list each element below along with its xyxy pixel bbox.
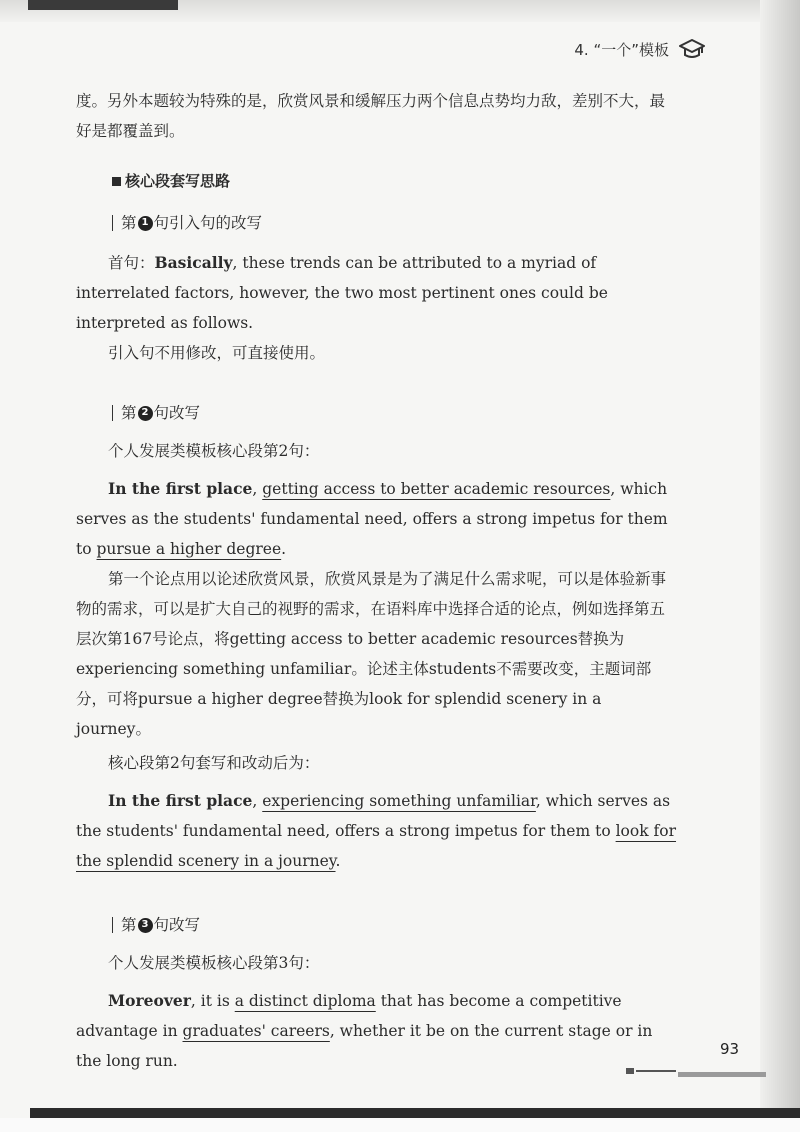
page-number: 93 <box>720 1040 740 1058</box>
circled-number-icon: 3 <box>138 918 153 933</box>
bar-marker-icon <box>112 405 113 421</box>
result-label-2: 核心段第2句套写和改动后为： <box>108 754 320 772</box>
graduation-cap-icon <box>679 38 705 60</box>
chapter-title: 4. “一个”模板 <box>574 40 669 59</box>
result-sentence-2: In the first place, experiencing something unfamiliar, which serves as the students' fundamental need, offers a strong impetus for them to look for the splendid scenery in a journey. <box>76 791 677 870</box>
bar-marker-icon <box>112 917 113 933</box>
scan-margin-bottom <box>0 1118 800 1132</box>
scan-edge-bottom <box>30 1108 800 1118</box>
subheading-sentence-1: 第 1 句引入句的改写 <box>76 208 676 238</box>
bar-marker-icon <box>112 215 113 231</box>
intro-paragraph: 度。另外本题较为特殊的是，欣赏风景和缓解压力两个信息点势均力敌，差别不大，最好是都覆盖到。 <box>76 92 666 140</box>
explanation-paragraph: 第一个论点用以论述欣赏风景，欣赏风景是为了满足什么需求呢，可以是体验新事物的需求，可以是扩大自己的视野的需求，在语料库中选择合适的论点，例如选择第五层次第167号论点，将getting access to better academic resources替换为experiencing something unfamiliar。论述主体students不需要改变，主题词部分，可将pursue a higher degree替换为look for splendid scenery in a journey。 <box>76 570 667 738</box>
page-content <box>76 86 676 1076</box>
template-label-3: 个人发展类模板核心段第3句： <box>108 954 320 972</box>
circled-number-icon: 2 <box>138 406 153 421</box>
section-title: 核心段套写思路 <box>76 166 676 196</box>
running-header <box>574 38 705 60</box>
opening-note: 引入句不用修改，可直接使用。 <box>108 344 326 362</box>
scan-edge-top <box>28 0 178 10</box>
template-sentence-3: Moreover, it is a distinct diploma that has become a competitive advantage in graduates' careers, whether it be on the current stage or in the long run. <box>76 991 653 1070</box>
square-bullet-icon <box>112 177 121 186</box>
circled-number-icon: 1 <box>138 216 153 231</box>
scan-shadow-right <box>760 0 800 1132</box>
subheading-sentence-2: 第 2 句改写 <box>76 398 676 428</box>
subheading-sentence-3: 第 3 句改写 <box>76 910 676 940</box>
opening-sentence: 首句：Basically, these trends can be attributed to a myriad of interrelated factors, however, the two most pertinent ones could be interpreted as follows. <box>76 253 608 332</box>
template-sentence-2: In the first place, getting access to better academic resources, which serves as the students' fundamental need, offers a strong impetus for them to pursue a higher degree. <box>76 479 668 558</box>
template-label-2: 个人发展类模板核心段第2句： <box>108 442 320 460</box>
footer-decoration <box>626 1064 766 1078</box>
